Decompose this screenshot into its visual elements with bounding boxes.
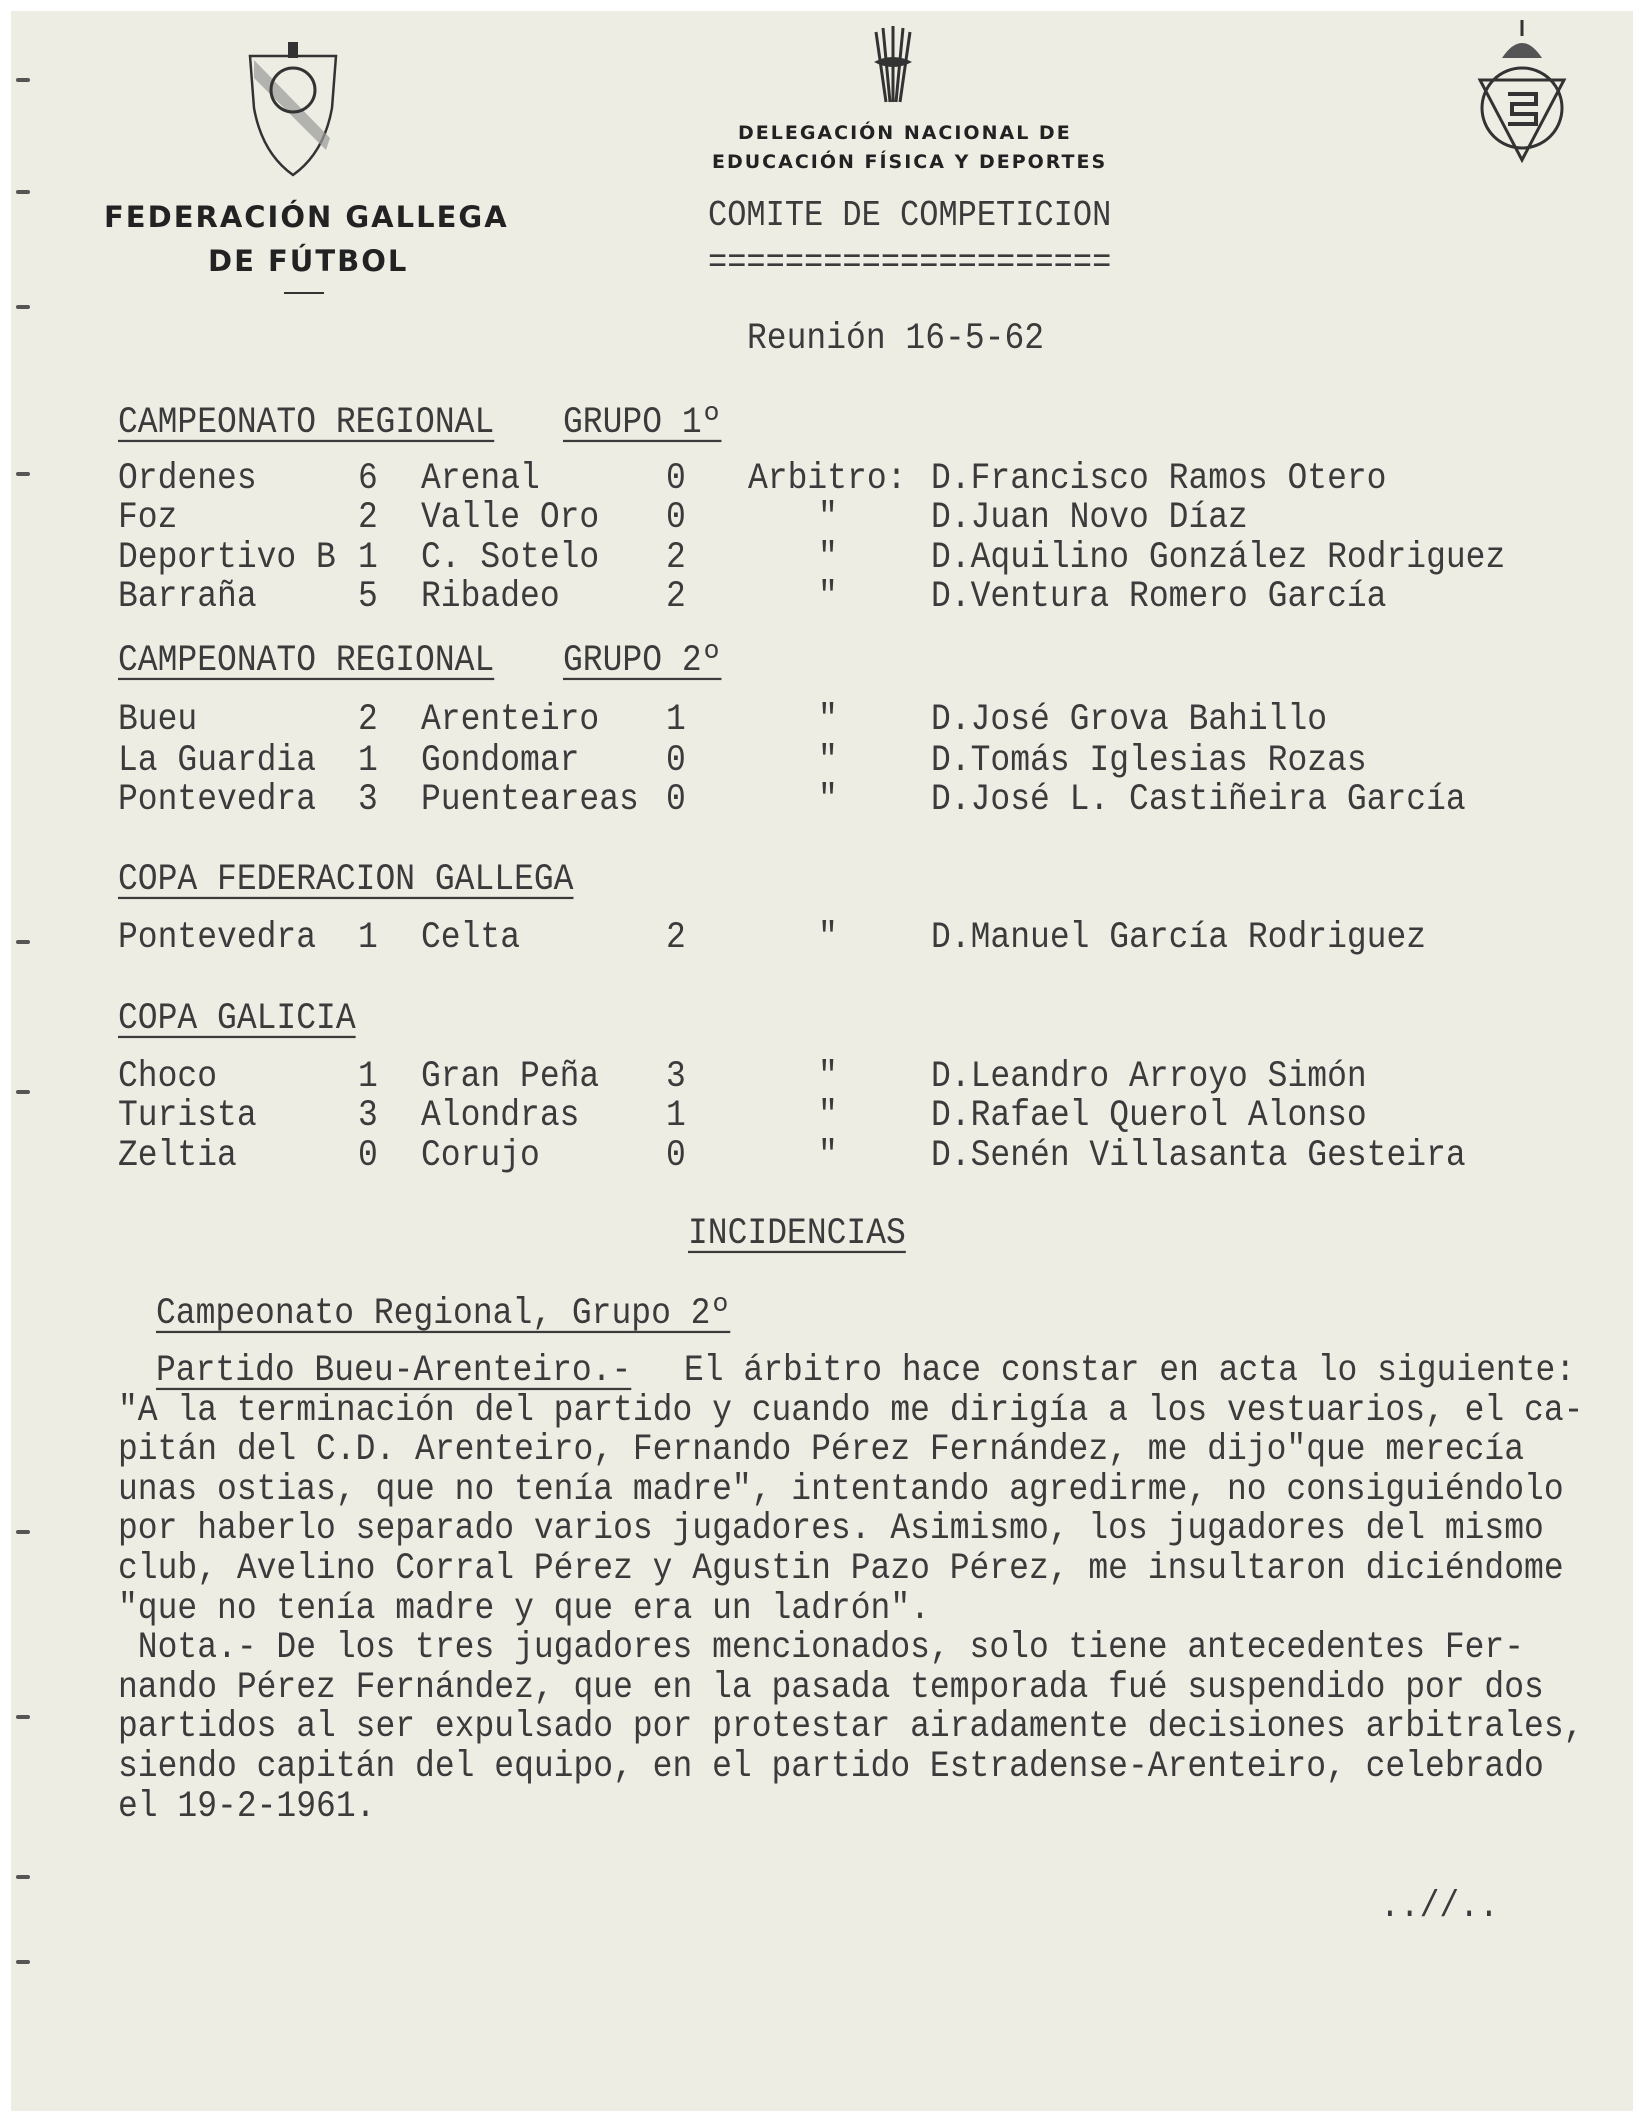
match-referee: D.José Grova Bahillo	[931, 698, 1328, 741]
punch-mark	[16, 78, 30, 82]
match-referee: D.Francisco Ramos Otero	[931, 457, 1387, 500]
match-ref-label: Arbitro:	[748, 457, 907, 500]
match-away: Valle Oro	[421, 496, 600, 539]
match-away: Gran Peña	[421, 1055, 600, 1098]
match-home: Turista	[118, 1094, 257, 1137]
match-home: Choco	[118, 1055, 218, 1098]
match-referee: D.Juan Novo Díaz	[931, 496, 1248, 539]
punch-mark	[16, 1090, 30, 1094]
match-ref-label: "	[818, 575, 838, 618]
section-title: COPA FEDERACION GALLEGA	[118, 858, 574, 901]
match-away-score: 1	[666, 1094, 686, 1137]
match-referee: D.Manuel García Rodriguez	[931, 916, 1427, 959]
federation-shield-logo	[246, 38, 342, 178]
match-away: Celta	[421, 916, 521, 959]
match-away-score: 2	[666, 575, 686, 618]
delegation-line2: EDUCACIÓN FÍSICA Y DEPORTES	[712, 151, 1108, 173]
match-referee: D.Ventura Romero García	[931, 575, 1387, 618]
match-ref-label: "	[818, 1055, 838, 1098]
section-title: CAMPEONATO REGIONAL	[118, 639, 495, 682]
match-home: Ordenes	[118, 457, 257, 500]
incidents-heading: INCIDENCIAS	[688, 1212, 906, 1255]
match-referee: D.Aquilino González Rodriguez	[931, 536, 1506, 579]
match-away-score: 0	[666, 1134, 686, 1177]
match-ref-label: "	[818, 536, 838, 579]
royal-federation-crest	[1472, 18, 1572, 164]
match-away-score: 0	[666, 457, 686, 500]
match-ref-label: "	[818, 916, 838, 959]
match-away-score: 0	[666, 496, 686, 539]
punch-mark	[16, 1960, 30, 1964]
committee-rule: =====================	[708, 241, 1112, 284]
match-home-score: 2	[358, 496, 378, 539]
match-away: Gondomar	[421, 739, 580, 782]
federation-name-line2: DE FÚTBOL	[208, 244, 409, 278]
match-home: Pontevedra	[118, 778, 317, 821]
match-home: La Guardia	[118, 739, 317, 782]
report-line: nando Pérez Fernández, que en la pasada temporada fué suspendido por dos	[118, 1666, 1544, 1708]
match-away: Arenal	[421, 457, 540, 500]
match-referee: D.Leandro Arroyo Simón	[931, 1055, 1367, 1098]
match-away-score: 2	[666, 536, 686, 579]
federation-name: FEDERACIÓN GALLEGA	[104, 200, 509, 234]
match-home: Pontevedra	[118, 916, 317, 959]
punch-mark	[16, 1530, 30, 1534]
match-label: Partido Bueu-Arenteiro.-	[156, 1349, 632, 1392]
section-title: COPA GALICIA	[118, 997, 356, 1040]
section-group: GRUPO 2º	[563, 639, 722, 682]
report-line: El árbitro hace constar en acta lo siguiente:	[684, 1349, 1576, 1392]
match-referee: D.Senén Villasanta Gesteira	[931, 1134, 1466, 1177]
punch-mark	[16, 1875, 30, 1879]
match-home: Zeltia	[118, 1134, 237, 1177]
section-group: GRUPO 1º	[563, 401, 722, 444]
match-away-score: 2	[666, 916, 686, 959]
fasces-emblem	[868, 24, 918, 104]
match-ref-label: "	[818, 496, 838, 539]
match-referee: D.José L. Castiñeira García	[931, 778, 1466, 821]
report-line: por haberlo separado varios jugadores. Asimismo, los jugadores del mismo	[118, 1508, 1544, 1550]
match-referee: D.Tomás Iglesias Rozas	[931, 739, 1367, 782]
match-away-score: 1	[666, 698, 686, 741]
match-away-score: 0	[666, 778, 686, 821]
report-line: el 19-2-1961.	[118, 1785, 376, 1827]
incidents-subheading: Campeonato Regional, Grupo 2º	[156, 1292, 731, 1335]
match-away: C. Sotelo	[421, 536, 600, 579]
match-home-score: 5	[358, 575, 378, 618]
report-line: "que no tenía madre y que era un ladrón".	[118, 1587, 930, 1629]
match-home-score: 3	[358, 1094, 378, 1137]
match-away: Alondras	[421, 1094, 580, 1137]
match-ref-label: "	[818, 1094, 838, 1137]
match-home: Deportivo B	[118, 536, 336, 579]
delegation-line1: DELEGACIÓN NACIONAL DE	[738, 122, 1072, 144]
punch-mark	[16, 472, 30, 476]
match-referee: D.Rafael Querol Alonso	[931, 1094, 1367, 1137]
match-home: Foz	[118, 496, 178, 539]
section-title: CAMPEONATO REGIONAL	[118, 401, 495, 444]
continuation-mark: ..//..	[1380, 1885, 1499, 1928]
report-line: unas ostias, que no tenía madre", intentando agredirme, no consiguiéndolo	[118, 1468, 1564, 1510]
match-home-score: 3	[358, 778, 378, 821]
match-away-score: 3	[666, 1055, 686, 1098]
report-line: "A la terminación del partido y cuando me dirigía a los vestuarios, el ca-	[118, 1389, 1584, 1431]
match-ref-label: "	[818, 1134, 838, 1177]
report-line: Nota.- De los tres jugadores mencionados, solo tiene antecedentes Fer-	[118, 1626, 1525, 1669]
match-home: Bueu	[118, 698, 198, 741]
match-ref-label: "	[818, 739, 838, 782]
match-away: Puenteareas	[421, 778, 639, 821]
match-ref-label: "	[818, 778, 838, 821]
match-home-score: 0	[358, 1134, 378, 1177]
match-away-score: 0	[666, 739, 686, 782]
match-home-score: 1	[358, 916, 378, 959]
match-home-score: 1	[358, 739, 378, 782]
match-home: Barraña	[118, 575, 257, 618]
report-line: siendo capitán del equipo, en el partido Estradense-Arenteiro, celebrado	[118, 1745, 1544, 1788]
report-line: partidos al ser expulsado por protestar airadamente decisiones arbitrales,	[118, 1706, 1584, 1748]
meeting-date: Reunión 16-5-62	[747, 317, 1045, 360]
committee-title: COMITE DE COMPETICION	[708, 194, 1112, 237]
match-away: Ribadeo	[421, 575, 560, 618]
match-home-score: 1	[358, 1055, 378, 1098]
match-ref-label: "	[818, 698, 838, 741]
report-line: pitán del C.D. Arenteiro, Fernando Pérez Fernández, me dijo"que merecía	[118, 1428, 1525, 1471]
match-away: Corujo	[421, 1134, 540, 1177]
match-away: Arenteiro	[421, 698, 600, 741]
punch-mark	[16, 305, 30, 309]
match-home-score: 6	[358, 457, 378, 500]
match-home-score: 1	[358, 536, 378, 579]
punch-mark	[16, 1715, 30, 1719]
punch-mark	[16, 940, 30, 944]
punch-mark	[16, 190, 30, 194]
match-home-score: 2	[358, 698, 378, 741]
divider	[284, 292, 324, 294]
report-line: club, Avelino Corral Pérez y Agustin Pazo Pérez, me insultaron diciéndome	[118, 1547, 1564, 1590]
